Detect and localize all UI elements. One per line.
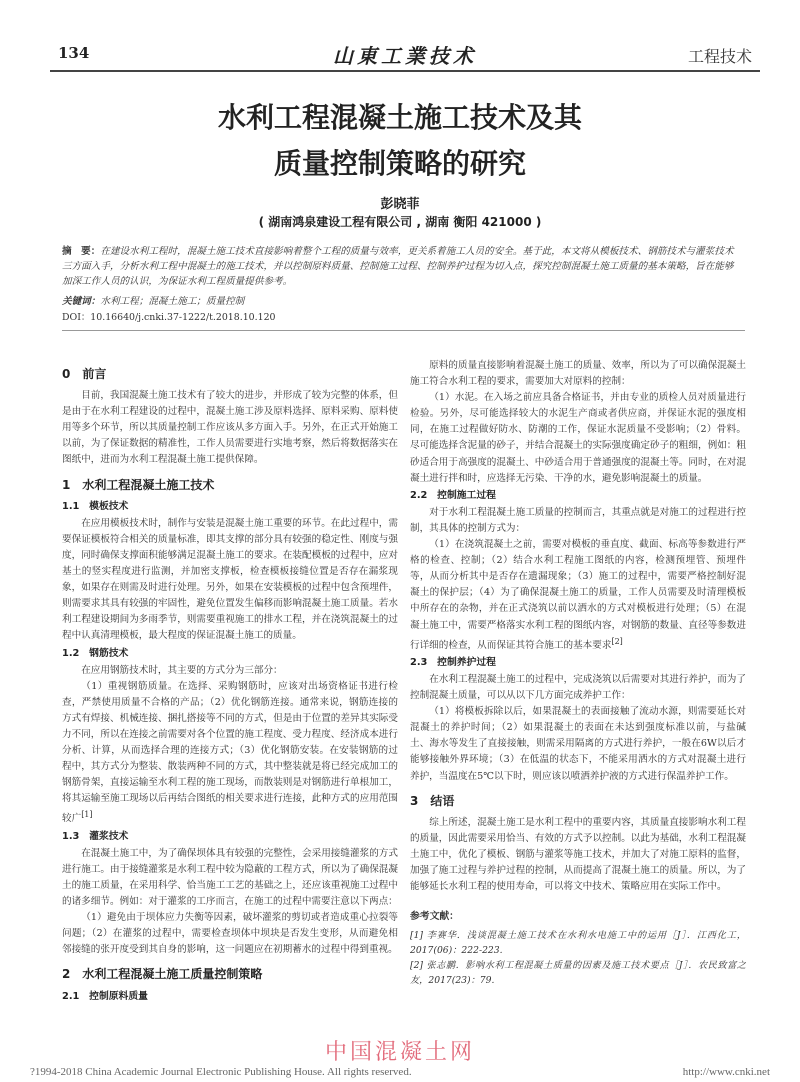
paragraph: 综上所述，混凝土施工是水利工程中的重要内容，其质量直接影响水利工程的质量，因此需要采用恰当、有效的方式予以控制。以此为基础，水利工程混凝土施工中，优化了模板、钢筋与灌浆等施工技术，并加大了对施工原料的监督，加强了施工过程与养护过程的控制，从而提高了混凝土施工的质量。所以，为了能够延长水利工程的使用寿命，可以将文中技术、策略应用在实际工作中。	[410, 816, 746, 893]
abstract-label: 摘 要：	[62, 246, 101, 257]
paragraph: （1）避免由于坝体应力失衡等因素，破坏灌浆的剪切或者造成重心拉裂等问题；（2）在灌浆的过程中，需要检查坝体中坝块是否发生变形，从而避免相邻接缝的张开度受到其自身的影响，这一问题应在初期蓄水的过程中得到重视。	[62, 912, 398, 956]
paragraph: 在应用模板技术时，制作与安装是混凝土施工重要的环节。在此过程中，需要保证模板符合相关的质量标准，即其支撑的部分具有较强的稳定性、刚度与强度，同时确保支撑面积能够满足混凝土施工的要求。在装配模板的过程中，应对基土的竖实程度进行监测，并加密支撑板，检查模板接缝位置是否存在漏浆现象，如果存在则需及时进行处理。另外，如果在安装模板的过程中包含预埋件，则需要求其具有较强的牢固性，避免位置发生偏移而影响混凝土施工质量。若水利工程建设期间为多雨季节，则需要重视施工的排水工程，并在浇筑混凝土的过程中认真清理模板，最大程度的保证混凝土施工的质量。	[62, 517, 398, 642]
citation: [1]	[81, 810, 93, 820]
references-heading: 参考文献：	[410, 911, 459, 923]
keywords-label: 关键词：	[62, 296, 101, 307]
reference-item: [2] 张志鹏．影响水利工程混凝土质量的因素及施工技术要点［J］．农民致富之友，2017(23)：79.	[410, 960, 746, 987]
article-title: 水利工程混凝土施工技术及其 质量控制策略的研究	[217, 101, 582, 180]
paragraph: 在水利工程混凝土施工的过程中，完成浇筑以后需要对其进行养护，而为了控制混凝土质量，可以从以下几方面完成养护工作：	[410, 673, 746, 702]
paragraph: 目前，我国混凝土施工技术有了较大的进步，并形成了较为完整的体系，但是由于在水利工程建设的过程中，混凝土施工涉及原料选择、原料采购、原料使用等多个环节，所以其质量控制工作应该从多方面入手。另外，在正式开始施工以前，为了保证数据的精准性，工作人员需要进行实地考察，然后将数据落实在图纸中，进而为水利工程混凝土施工提供保障。	[62, 390, 398, 466]
subsection-heading: 1.2 钢筋技术	[62, 647, 129, 659]
watermark: 中国混凝土网	[324, 1040, 475, 1065]
subsection-heading: 1.1 模板技术	[62, 500, 129, 512]
doi: DOI：10.16640/j.cnki.37-1222/t.2018.10.120	[62, 312, 276, 323]
subsection-heading: 2.2 控制施工过程	[410, 489, 496, 501]
footer-url[interactable]: http://www.cnki.net	[682, 1066, 770, 1078]
keywords	[62, 293, 742, 307]
abstract-text: 在建设水利工程时，混凝土施工技术直接影响着整个工程的质量与效率，更关系着施工人员的安全。基于此，本文将从模板技术、钢筋技术与灌浆技术三方面入手，分析水利工程中混凝土的施工技术，并以控制原料质量、控制施工过程、控制养护过程为切入点，探究控制混凝土施工质量的基本策略，旨在能够加深工作人员的认识，为保证水利工程质量提供参考。	[62, 246, 734, 287]
paragraph: 对于水利工程混凝土施工质量的控制而言，其重点就是对施工的过程进行控制，其具体的控制方式为：	[410, 506, 746, 534]
right-column	[410, 358, 746, 988]
section-heading: 1 水利工程混凝土施工技术	[62, 477, 215, 492]
header-rule	[50, 70, 760, 72]
page-number: 134	[58, 44, 90, 62]
paragraph: 在混凝土施工中，为了确保坝体具有较强的完整性，会采用接缝灌浆的方式进行施工。由于接缝灌浆是水利工程中较为隐蔽的工程方式，所以为了确保混凝土的施工质量，在采用科学、恰当施工工艺的基础之上，还应该重视施工过程中的诸多细节。例如：对于灌浆的工序而言，在施工的过程中需要注意以下两点：	[62, 847, 398, 908]
section-heading: 0 前言	[62, 367, 107, 381]
subsection-heading: 2.1 控制原料质量	[62, 990, 148, 1002]
paragraph	[62, 679, 398, 828]
subsection-heading: 1.3 灌浆技术	[62, 830, 129, 842]
left-column	[62, 358, 398, 1006]
reference-item: [1] 李赛华．浅谈混凝土施工技术在水利水电施工中的运用［J］．江西化工，2017(06)：222-223.	[410, 930, 746, 957]
citation: [2]	[611, 636, 623, 646]
paragraph	[410, 537, 746, 654]
section-heading: 3 结语	[410, 793, 455, 808]
paragraph-text: （1）在浇筑混凝土之前，需要对模板的垂直度、截面、标高等参数进行严格的检查、控制；（2）结合水利工程施工图纸的内容，检测预埋管、预埋件等，从而分析其中是否存在遗漏现象；（3）施工的过程中，需要严格控制好混凝土的保护层；（4）为了确保混凝土施工的质量，工作人员需要及时清理模板中所存在的杂物，并在正式浇筑以前以洒水的方式对模板进行处理；（5）在混凝土施工中，需要严格落实水利工程的图纸内容，对钢筋的数量、直径等参数进行详细的检查，从而保证其符合施工的基本要求	[410, 539, 746, 651]
section-label: 工程技术	[687, 47, 752, 66]
abstract	[62, 244, 742, 289]
journal-name: 山東工業技术	[333, 44, 477, 68]
abstract-rule	[62, 330, 745, 331]
subsection-heading: 2.3 控制养护过程	[410, 656, 496, 668]
paragraph: 在应用钢筋技术时，其主要的方式分为三部分：	[81, 664, 283, 676]
paragraph-text: （1）重视钢筋质量。在选择、采购钢筋时，应该对出场资格证书进行检查，严禁使用质量不合格的产品；（2）优化钢筋连接。通常来说，钢筋连接的方式有焊接、机械连接、捆扎搭接等不同的方式，但是由于位置的差异其实际受力不同，所以在连接之前需要对各个位置的施工程度、受力程度、经济成本进行分析、计算，从而选择合理的连接方式；（3）优化钢筋安装。在安装钢筋的过程中，其方式分为整装、散装两种不同的方式，其中整装就是将已经完成加工的钢筋骨架，直接运输至水利工程的施工现场，而散装则是对钢筋进行单根加工，将其运输至施工现场以后再结合图纸的相关要求进行连接，此种方式的应用范围较广	[62, 680, 398, 825]
author: 彭晓菲	[380, 197, 420, 212]
paragraph: 原料的质量直接影响着混凝土施工的质量、效率，所以为了可以确保混凝土施工符合水利工程的要求，需要加大对原料的控制：	[410, 360, 746, 388]
keywords-text: 水利工程；混凝土施工；质量控制	[100, 296, 245, 307]
paragraph: （1）将模板拆除以后，如果混凝土的表面接触了流动水源，则需要延长对混凝土的养护时间；（2）如果混凝土的表面在未达到强度标准以前，与盐碱土、海水等发生了直接接触，则需采用隔离的方式进行养护，一般在6W以后才能够接触外界环境；（3）在低温的状态下，不能采用洒水的方式对混凝土进行养护，当温度在5℃以下时，则应该以喷洒养护液的方式进行保温养护工作。	[410, 706, 746, 782]
copyright-line: ?1994-2018 China Academic Journal Electronic Publishing House. All rights reserved.	[30, 1066, 412, 1078]
section-heading: 2 水利工程混凝土施工质量控制策略	[62, 967, 263, 982]
affiliation: ( 湖南鸿泉建设工程有限公司 , 湖南 衡阳 421000 )	[258, 215, 542, 229]
paragraph: （1）水泥。在入场之前应具备合格证书，并由专业的质检人员对质量进行检验。另外，尽可能选择较大的水泥生产商或者供应商，并保证水泥的强度相同，在施工过程做好防水、防潮的工作，保证水泥质量不受影响；（2）骨料。尽可能选择含泥量的砂子，并结合混凝土的实际强度确定砂子的粗细，例如：粗砂适合用于高强度的混凝土、中砂适合用于普通强度的混凝土等。同时，在对混凝土进行拌和时，应选择无污染、干净的水，避免影响混凝土的质量。	[410, 392, 746, 484]
